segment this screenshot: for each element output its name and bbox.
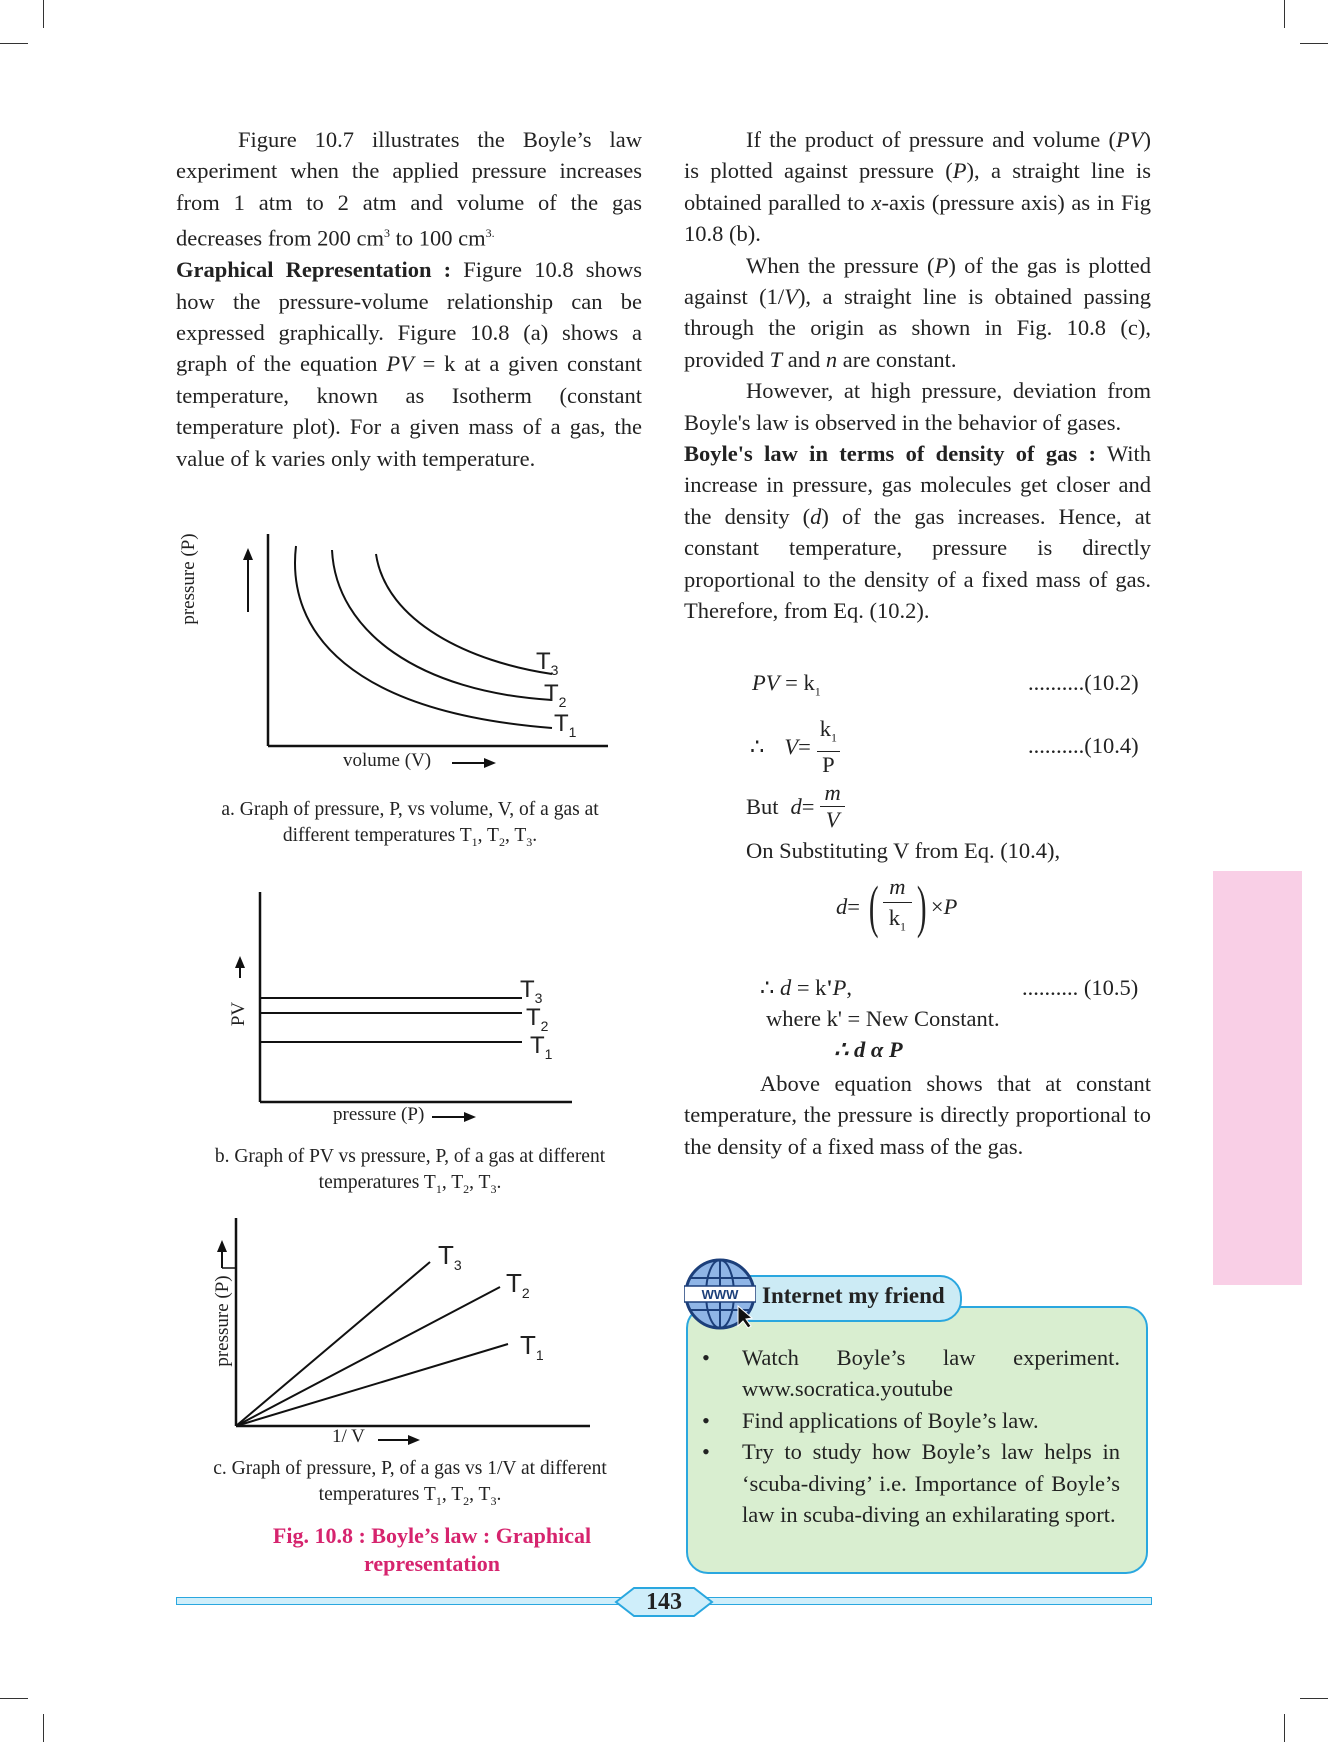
graph-c-pressure-vs-inverse-volume [200,1212,620,1452]
graph-b-pv-vs-pressure [220,886,620,1126]
paragraph-deviation: However, at high pressure, deviation from Boyle's law is observed in the behavior of gases. [684,378,1151,435]
section-heading: Graphical Representation : [176,257,452,283]
graph-a-label-t1: $T_1$ [554,710,577,740]
internet-box-title: Internet my friend [762,1283,945,1308]
footer-rule-left [176,1597,628,1605]
graph-b-label-t1: $T_1$ [530,1032,553,1062]
paragraph-boyle-experiment: Figure 10.7 illustrates the Boyle’s law experiment when the applied pressure increases from 1 atm to 2 atm and volume of the gas decreases from 200 $cm^3$ to 100 $cm^{3.}$ [176,127,642,251]
crop-mark [1284,0,1285,28]
graph-a-ylabel: pressure (P) [178,533,199,625]
substituting-text: On Substituting V from Eq. (10.4), [746,838,1061,863]
right-column [684,124,1151,627]
equation-density-definition: But d = $\frac{m}{V}$ [746,780,845,833]
crop-mark [43,0,44,28]
list-item: • Find applications of Boyle’s law. [700,1405,1120,1436]
equation-10-4: ∴ V = $\frac{k_1}{P}$ [750,716,840,778]
crop-mark [1300,1698,1328,1699]
svg-text:WWW: WWW [701,1287,739,1302]
graph-a-xlabel: volume (V) [343,750,432,771]
paragraph-p-vs-inverse-v: When the pressure (P) of the gas is plotted against (1/V), a straight line is obtained passing through the origin as shown in Fig. 10.8 (c), provided T and n are constant. [684,252,1151,372]
graph-a-label-t2: $T_2$ [544,680,567,710]
graph-b-label-t2: $T_2$ [526,1004,549,1034]
graph-b-label-t3: $T_3$ [520,976,543,1006]
graph-a-caption: a. Graph of pressure, P, vs volume, V, of a gas at different temperatures $T_1$, $T_2$, $T_3$. [221,799,599,849]
graph-b-xlabel: pressure (P) [333,1104,425,1125]
graph-a-label-t3: $T_3$ [536,648,559,678]
graph-c-xlabel: 1/ V [332,1426,365,1447]
paragraph-conclusion: Above equation shows that at constant temperature, the pressure is directly proportional to the density of a fixed mass of the gas. [684,1071,1151,1159]
equation-10-2-ref: ..........(10.2) [1028,670,1139,695]
left-column [176,124,642,474]
globe-www-icon [684,1258,756,1330]
page-number: 143 [646,1589,682,1615]
paragraph-pv-vs-p: If the product of pressure and volume (PV) is plotted against pressure (P), a straight line is obtained paralled to x-axis (pressure axis) as in Fig 10.8 (b). [684,127,1151,247]
chapter-side-tab [1213,871,1302,1285]
equation-10-2: PV = $k_1$ [752,670,821,699]
internet-box-list [700,1342,1120,1530]
equation-10-4-ref: ..........(10.4) [1028,733,1139,758]
list-item: • Try to study how Boyle’s law helps in ‘scuba-diving’ i.e. Importance of Boyle’s law in scuba-diving an exhilarating sport. [700,1436,1120,1530]
graph-c-label-t3: $T_3$ [438,1240,462,1274]
equation-10-5: ∴ d = k'P, [760,975,853,1000]
equation-density-substituted: d = ( m $k_1$ ) × P [836,873,958,939]
crop-mark [1300,43,1328,44]
graph-c-label-t1: $T_1$ [520,1330,544,1364]
crop-mark [1284,1714,1285,1742]
paragraph-density: Boyle's law in terms of density of gas : With increase in pressure, gas molecules get closer and the density (d) of the gas increases. Hence, at constant temperature, pressure is directly proportional to the density of a fixed mass of gas. Therefore, from Eq. (10.2). [684,441,1151,624]
graph-a-pressure-vs-volume [200,522,640,782]
graph-b-caption: b. Graph of PV vs pressure, P, of a gas at different temperatures $T_1$, $T_2$, $T_3$. [214,1146,606,1196]
footer-rule-right [700,1597,1152,1605]
crop-mark [0,43,28,44]
proportionality-statement: ∴ d α P [834,1037,903,1062]
density-heading: Boyle's law in terms of density of gas : [684,441,1096,467]
list-item: • Watch Boyle’s law experiment. www.socratica.youtube [700,1342,1120,1405]
figure-title: Fig. 10.8 : Boyle’s law : Graphical representation [272,1523,592,1576]
graph-c-caption: c. Graph of pressure, P, of a gas vs 1/V at different temperatures $T_1$, $T_2$, $T_3$. [213,1458,607,1508]
equation-10-5-ref: .......... (10.5) [1022,975,1139,1000]
new-constant-text: where k' = New Constant. [766,1006,1000,1031]
crop-mark [0,1698,28,1699]
crop-mark [43,1714,44,1742]
graph-b-ylabel: PV [228,1001,249,1027]
graph-c-ylabel: pressure (P) [212,1275,233,1367]
graph-c-label-t2: $T_2$ [506,1268,530,1302]
paragraph-graphical-representation: Graphical Representation : Figure 10.8 shows how the pressure-volume relationship can be expressed graphically. Figure 10.8 (a) shows a graph of the equation PV = k at a given constant temperature, known as Isotherm (constant temperature plot). For a given mass of a gas, the value of k varies only with temperature. [176,257,642,471]
